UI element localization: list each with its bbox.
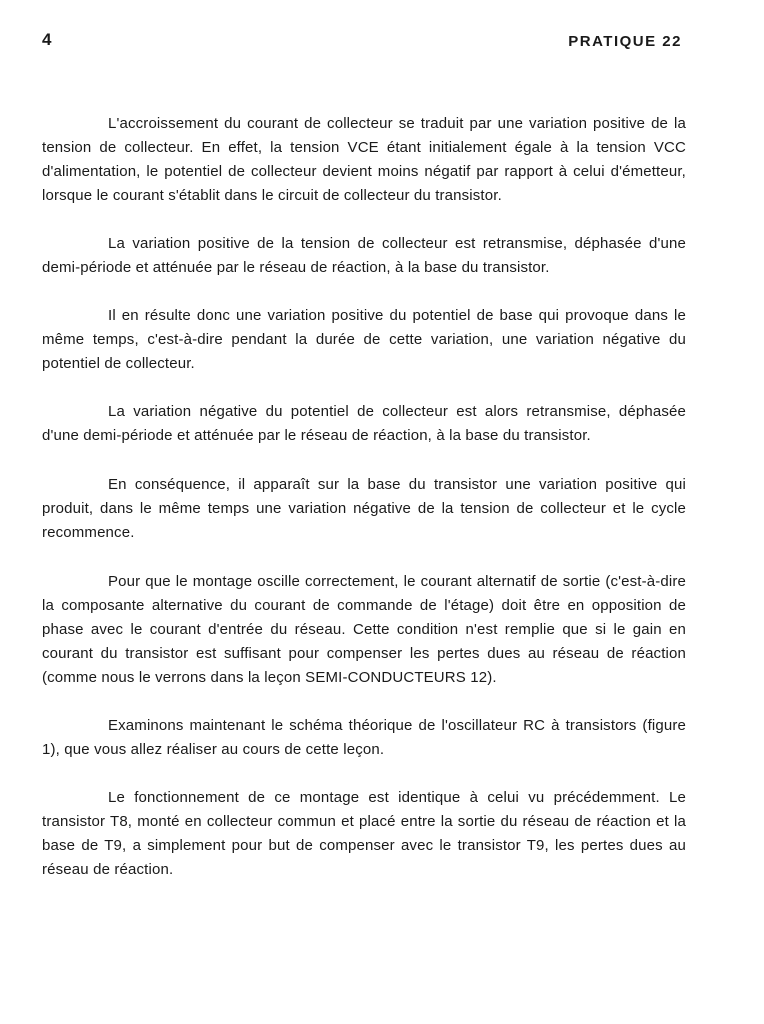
paragraph-7: Examinons maintenant le schéma théorique de l'oscillateur RC à transistors (figure 1), que vous allez réaliser au cours de cette leçon. (42, 717, 686, 758)
paragraph-5: En conséquence, il apparaît sur la base du transistor une variation positive qui produit, dans le même temps une variation négative de la tension de collecteur et le cycle recommence. (42, 476, 686, 541)
paragraph-8: Le fonctionnement de ce montage est identique à celui vu précédemment. Le transistor T8, monté en collecteur commun et placé entre la sortie du réseau de réaction et la base de T9, a simplement pour but de compenser avec le transistor T9, les pertes dues au réseau de réaction. (42, 789, 686, 878)
body-text (42, 112, 686, 906)
paragraph-2: La variation positive de la tension de collecteur est retransmise, déphasée d'une demi-période et atténuée par le réseau de réaction, à la base du transistor. (42, 235, 686, 276)
paragraph-6: Pour que le montage oscille correctement, le courant alternatif de sortie (c'est-à-dire la composante alternative du courant de commande de l'étage) doit être en opposition de phase avec le courant d'entrée du réseau. Cette condition n'est remplie que si le gain en courant du transistor est suffisant pour compenser les pertes dues au réseau de réaction (comme nous le verrons dans la leçon SEMI-CONDUCTEURS 12). (42, 573, 686, 686)
paragraph-1: L'accroissement du courant de collecteur se traduit par une variation positive de la tension de collecteur. En effet, la tension VCE étant initialement égale à la tension VCC d'alimentation, le potentiel de collecteur devient moins négatif par rapport à celui d'émetteur, lorsque le courant s'établit dans le circuit de collecteur du transistor. (42, 115, 686, 204)
paragraph-3: Il en résulte donc une variation positive du potentiel de base qui provoque dans le même temps, c'est-à-dire pendant la durée de cette variation, une variation négative du potentiel de collecteur. (42, 307, 686, 372)
page-number: 4 (42, 30, 52, 49)
running-head: PRATIQUE 22 (568, 33, 682, 50)
paragraph-4: La variation négative du potentiel de collecteur est alors retransmise, déphasée d'une demi-période et atténuée par le réseau de réaction, à la base du transistor. (42, 403, 686, 444)
